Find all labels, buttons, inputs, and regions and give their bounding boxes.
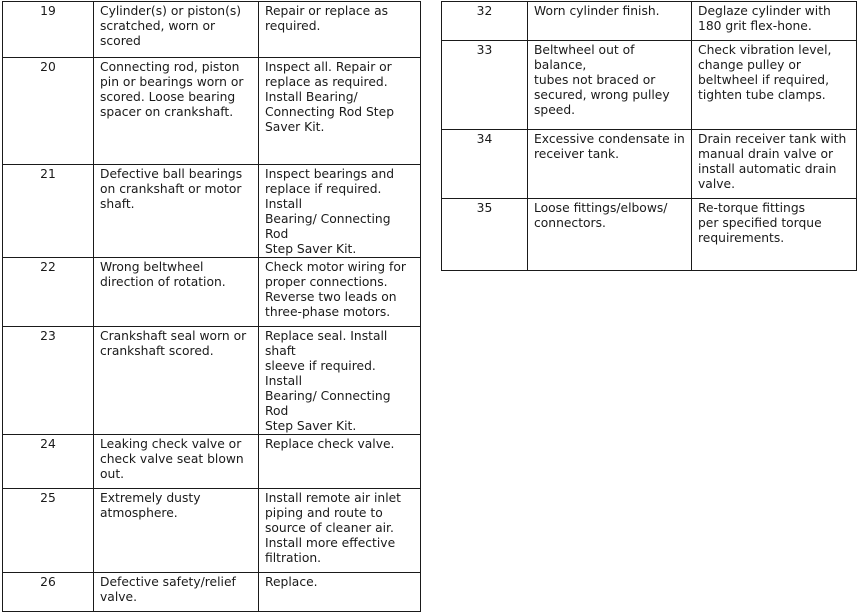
action-cell: Replace. — [259, 573, 421, 612]
problem-cell: Worn cylinder finish. — [528, 2, 692, 41]
problem-cell: Extremely dusty atmosphere. — [94, 489, 259, 573]
cause-number: 34 — [442, 130, 528, 199]
problem-cell: Leaking check valve or check valve seat blown out. — [94, 435, 259, 489]
action-cell: Inspect all. Repair or replace as required. Install Bearing/ Connecting Rod Step Saver Kit. — [259, 58, 421, 165]
cause-number: 26 — [3, 573, 94, 612]
problem-cell: Beltwheel out of balance, tubes not braced or secured, wrong pulley speed. — [528, 41, 692, 130]
table-row — [442, 199, 857, 271]
table-row — [442, 2, 857, 41]
cause-number: 23 — [3, 327, 94, 435]
cause-number: 35 — [442, 199, 528, 271]
action-cell: Check vibration level, change pulley or beltwheel if required, tighten tube clamps. — [692, 41, 857, 130]
action-cell: Replace check valve. — [259, 435, 421, 489]
cause-number: 21 — [3, 165, 94, 258]
action-cell: Repair or replace as required. — [259, 2, 421, 58]
cause-number: 19 — [3, 2, 94, 58]
table-row — [3, 2, 421, 58]
problem-cell: Excessive condensate in receiver tank. — [528, 130, 692, 199]
table-row — [3, 573, 421, 612]
action-cell: Check motor wiring for proper connections. Reverse two leads on three-phase motors. — [259, 258, 421, 327]
problem-cell: Cylinder(s) or piston(s) scratched, worn or scored — [94, 2, 259, 58]
cause-number: 25 — [3, 489, 94, 573]
action-cell: Drain receiver tank with manual drain valve or install automatic drain valve. — [692, 130, 857, 199]
cause-number: 22 — [3, 258, 94, 327]
table-row — [442, 41, 857, 130]
action-cell: Deglaze cylinder with 180 grit flex-hone. — [692, 2, 857, 41]
table-row — [3, 58, 421, 165]
problem-cell: Connecting rod, piston pin or bearings worn or scored. Loose bearing spacer on crankshaft. — [94, 58, 259, 165]
table-row — [442, 130, 857, 199]
table-row — [3, 258, 421, 327]
problem-cell: Loose fittings/elbows/ connectors. — [528, 199, 692, 271]
cause-number: 20 — [3, 58, 94, 165]
table-row — [3, 435, 421, 489]
action-cell: Inspect bearings and replace if required. Install Bearing/ Connecting Rod Step Saver Kit. — [259, 165, 421, 258]
table-row — [3, 489, 421, 573]
table-row — [3, 327, 421, 435]
problem-cell: Crankshaft seal worn or crankshaft scored. — [94, 327, 259, 435]
problem-cell: Wrong beltwheel direction of rotation. — [94, 258, 259, 327]
problem-cell: Defective safety/relief valve. — [94, 573, 259, 612]
cause-number: 24 — [3, 435, 94, 489]
troubleshooting-table-left — [2, 1, 421, 612]
action-cell: Re-torque fittings per specified torque requirements. — [692, 199, 857, 271]
action-cell: Install remote air inlet piping and route to source of cleaner air. Install more effective filtration. — [259, 489, 421, 573]
action-cell: Replace seal. Install shaft sleeve if required. Install Bearing/ Connecting Rod Step Saver Kit. — [259, 327, 421, 435]
problem-cell: Defective ball bearings on crankshaft or motor shaft. — [94, 165, 259, 258]
cause-number: 33 — [442, 41, 528, 130]
table-row — [3, 165, 421, 258]
cause-number: 32 — [442, 2, 528, 41]
troubleshooting-table-right — [441, 1, 857, 271]
